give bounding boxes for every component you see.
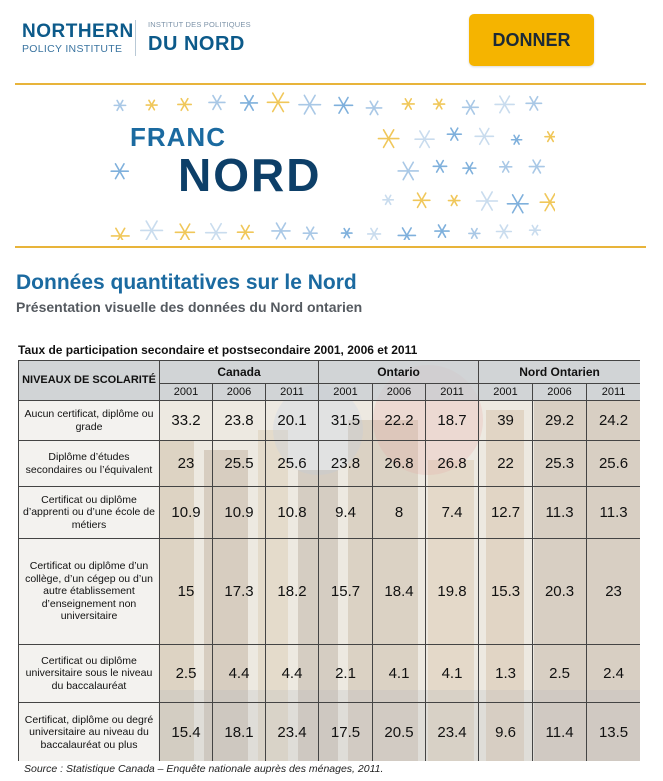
snowflake-icon bbox=[545, 132, 555, 142]
snowflake-icon bbox=[383, 195, 393, 204]
value-cell: 18.2 bbox=[266, 539, 319, 645]
snowflake-icon bbox=[303, 227, 317, 239]
snowflake-icon bbox=[238, 225, 254, 239]
logo-divider bbox=[135, 20, 136, 56]
value-cell: 20.5 bbox=[373, 703, 426, 762]
header-year: 2001 bbox=[319, 384, 373, 401]
header-year: 2011 bbox=[587, 384, 640, 401]
snowflake-icon bbox=[496, 225, 511, 238]
value-cell: 2.5 bbox=[160, 645, 213, 703]
site-header bbox=[0, 0, 663, 82]
snowflake-icon bbox=[434, 99, 445, 108]
header-year: 2006 bbox=[373, 384, 426, 401]
banner-word-nord: NORD bbox=[178, 149, 322, 201]
snowflake-icon bbox=[469, 229, 480, 239]
value-cell: 11.4 bbox=[533, 703, 587, 762]
value-cell: 23.4 bbox=[266, 703, 319, 762]
value-cell: 17.5 bbox=[319, 703, 373, 762]
snowflake-icon bbox=[526, 97, 541, 110]
value-cell: 15.4 bbox=[160, 703, 213, 762]
logo-fr-line1: INSTITUT DES POLITIQUES bbox=[148, 20, 251, 29]
snowflake-icon bbox=[402, 99, 414, 109]
francnord-banner bbox=[105, 92, 555, 240]
header-year: 2001 bbox=[160, 384, 213, 401]
value-cell: 1.3 bbox=[479, 645, 533, 703]
npi-logo-french[interactable] bbox=[148, 20, 251, 55]
value-cell: 39 bbox=[479, 401, 533, 441]
value-cell: 20.1 bbox=[266, 401, 319, 441]
snowflake-icon bbox=[241, 96, 258, 110]
value-cell: 9.4 bbox=[319, 487, 373, 539]
education-table-figure bbox=[18, 360, 640, 761]
snowflake-icon bbox=[378, 130, 398, 148]
snowflake-icon bbox=[447, 128, 461, 140]
snowflake-icon bbox=[206, 224, 227, 240]
snowflake-icon bbox=[540, 194, 555, 211]
education-table bbox=[18, 360, 640, 761]
header-levels: NIVEAUX DE SCOLARITÉ bbox=[19, 361, 160, 401]
snowflake-icon bbox=[475, 128, 493, 144]
value-cell: 18.1 bbox=[213, 703, 266, 762]
snowflake-icon bbox=[398, 228, 415, 240]
value-cell: 33.2 bbox=[160, 401, 213, 441]
table-row bbox=[19, 539, 641, 645]
value-cell: 10.9 bbox=[213, 487, 266, 539]
value-cell: 4.4 bbox=[266, 645, 319, 703]
header-region-canada: Canada bbox=[160, 361, 319, 384]
snowflake-icon bbox=[111, 228, 129, 240]
value-cell: 13.5 bbox=[587, 703, 640, 762]
snowflake-icon bbox=[413, 193, 429, 207]
table-row bbox=[19, 401, 641, 441]
value-cell: 23.4 bbox=[426, 703, 479, 762]
value-cell: 26.8 bbox=[373, 441, 426, 487]
value-cell: 31.5 bbox=[319, 401, 373, 441]
value-cell: 20.3 bbox=[533, 539, 587, 645]
row-label: Diplôme d’études secondaires ou l’équivalent bbox=[19, 441, 160, 487]
snowflake-icon bbox=[368, 228, 381, 239]
value-cell: 22.2 bbox=[373, 401, 426, 441]
snowflake-icon bbox=[529, 160, 544, 173]
francnord-logo bbox=[130, 122, 322, 201]
snowflake-icon bbox=[463, 101, 479, 115]
row-label: Certificat ou diplôme d’un collège, d’un cégep ou d’un autre établissement d’enseignement non universitaire bbox=[19, 539, 160, 645]
table-row bbox=[19, 487, 641, 539]
snowflake-icon bbox=[512, 135, 522, 144]
value-cell: 25.5 bbox=[213, 441, 266, 487]
snowflake-icon bbox=[507, 195, 528, 213]
logo-en-line2: POLICY INSTITUTE bbox=[22, 43, 123, 55]
snowflake-icon bbox=[334, 97, 352, 113]
value-cell: 19.8 bbox=[426, 539, 479, 645]
value-cell: 2.1 bbox=[319, 645, 373, 703]
value-cell: 24.2 bbox=[587, 401, 640, 441]
snowflake-icon bbox=[267, 93, 288, 111]
value-cell: 25.3 bbox=[533, 441, 587, 487]
npi-logo-english[interactable] bbox=[22, 22, 134, 55]
snowflake-icon bbox=[500, 162, 512, 172]
value-cell: 15.3 bbox=[479, 539, 533, 645]
value-cell: 8 bbox=[373, 487, 426, 539]
header-year: 2006 bbox=[213, 384, 266, 401]
row-label: Certificat ou diplôme d’apprenti ou d’une école de métiers bbox=[19, 487, 160, 539]
gold-divider-top bbox=[15, 83, 646, 85]
snowflake-icon bbox=[448, 196, 459, 206]
value-cell: 29.2 bbox=[533, 401, 587, 441]
table-title: Taux de participation secondaire et postsecondaire 2001, 2006 et 2011 bbox=[18, 343, 418, 357]
value-cell: 10.8 bbox=[266, 487, 319, 539]
header-year: 2006 bbox=[533, 384, 587, 401]
snowflake-icon bbox=[114, 100, 125, 110]
value-cell: 15 bbox=[160, 539, 213, 645]
value-cell: 23.8 bbox=[319, 441, 373, 487]
value-cell: 12.7 bbox=[479, 487, 533, 539]
value-cell: 11.3 bbox=[587, 487, 640, 539]
header-region-nord-ontarien: Nord Ontarien bbox=[479, 361, 640, 384]
snowflake-icon bbox=[272, 223, 290, 239]
value-cell: 9.6 bbox=[479, 703, 533, 762]
snowflake-icon bbox=[178, 99, 191, 111]
source-note: Source : Statistique Canada – Enquête nationale auprès des ménages, 2011. bbox=[24, 763, 384, 775]
value-cell: 18.7 bbox=[426, 401, 479, 441]
table-row bbox=[19, 645, 641, 703]
snowflake-icon bbox=[141, 221, 163, 240]
value-cell: 7.4 bbox=[426, 487, 479, 539]
value-cell: 22 bbox=[479, 441, 533, 487]
snowflake-icon bbox=[477, 192, 498, 210]
logo-en-line1: NORTHERN bbox=[22, 21, 134, 42]
page-title: Données quantitatives sur le Nord bbox=[16, 271, 357, 294]
value-cell: 4.1 bbox=[426, 645, 479, 703]
value-cell: 25.6 bbox=[587, 441, 640, 487]
snowflake-icon bbox=[530, 226, 541, 235]
snowflake-icon bbox=[146, 100, 157, 109]
value-cell: 23.8 bbox=[213, 401, 266, 441]
logo-fr-line2: DU NORD bbox=[148, 33, 245, 55]
snowflake-icon bbox=[463, 163, 476, 174]
donate-button[interactable]: DONNER bbox=[469, 14, 594, 66]
snowflake-icon bbox=[415, 131, 434, 147]
snowflake-icon bbox=[433, 161, 446, 173]
value-cell: 23 bbox=[587, 539, 640, 645]
value-cell: 25.6 bbox=[266, 441, 319, 487]
snowflake-icon bbox=[299, 95, 320, 114]
snowflake-icon bbox=[209, 96, 225, 110]
row-label: Aucun certificat, diplôme ou grade bbox=[19, 401, 160, 441]
snowflake-icon bbox=[175, 224, 194, 240]
gold-divider-bottom bbox=[15, 246, 646, 248]
snowflake-icon bbox=[111, 164, 128, 179]
snowflake-icon bbox=[495, 96, 514, 113]
header-year: 2011 bbox=[426, 384, 479, 401]
value-cell: 18.4 bbox=[373, 539, 426, 645]
row-label: Certificat, diplôme ou degré universitaire au niveau du baccalauréat ou plus bbox=[19, 703, 160, 762]
header-year: 2011 bbox=[266, 384, 319, 401]
value-cell: 23 bbox=[160, 441, 213, 487]
page-subtitle: Présentation visuelle des données du Nord ontarien bbox=[16, 299, 363, 315]
snowflake-icon bbox=[342, 229, 352, 238]
value-cell: 11.3 bbox=[533, 487, 587, 539]
value-cell: 2.4 bbox=[587, 645, 640, 703]
value-cell: 4.1 bbox=[373, 645, 426, 703]
row-label: Certificat ou diplôme universitaire sous le niveau du baccalauréat bbox=[19, 645, 160, 703]
banner-word-franc: FRANC bbox=[130, 122, 226, 152]
header-year: 2001 bbox=[479, 384, 533, 401]
value-cell: 4.4 bbox=[213, 645, 266, 703]
value-cell: 15.7 bbox=[319, 539, 373, 645]
table-row bbox=[19, 441, 641, 487]
value-cell: 17.3 bbox=[213, 539, 266, 645]
snowflake-icon bbox=[398, 162, 418, 179]
table-row bbox=[19, 703, 641, 762]
value-cell: 2.5 bbox=[533, 645, 587, 703]
table-body bbox=[19, 401, 641, 762]
value-cell: 26.8 bbox=[426, 441, 479, 487]
value-cell: 10.9 bbox=[160, 487, 213, 539]
header-region-ontario: Ontario bbox=[319, 361, 479, 384]
snowflake-icon bbox=[366, 101, 381, 114]
snowflake-icon bbox=[435, 225, 449, 237]
